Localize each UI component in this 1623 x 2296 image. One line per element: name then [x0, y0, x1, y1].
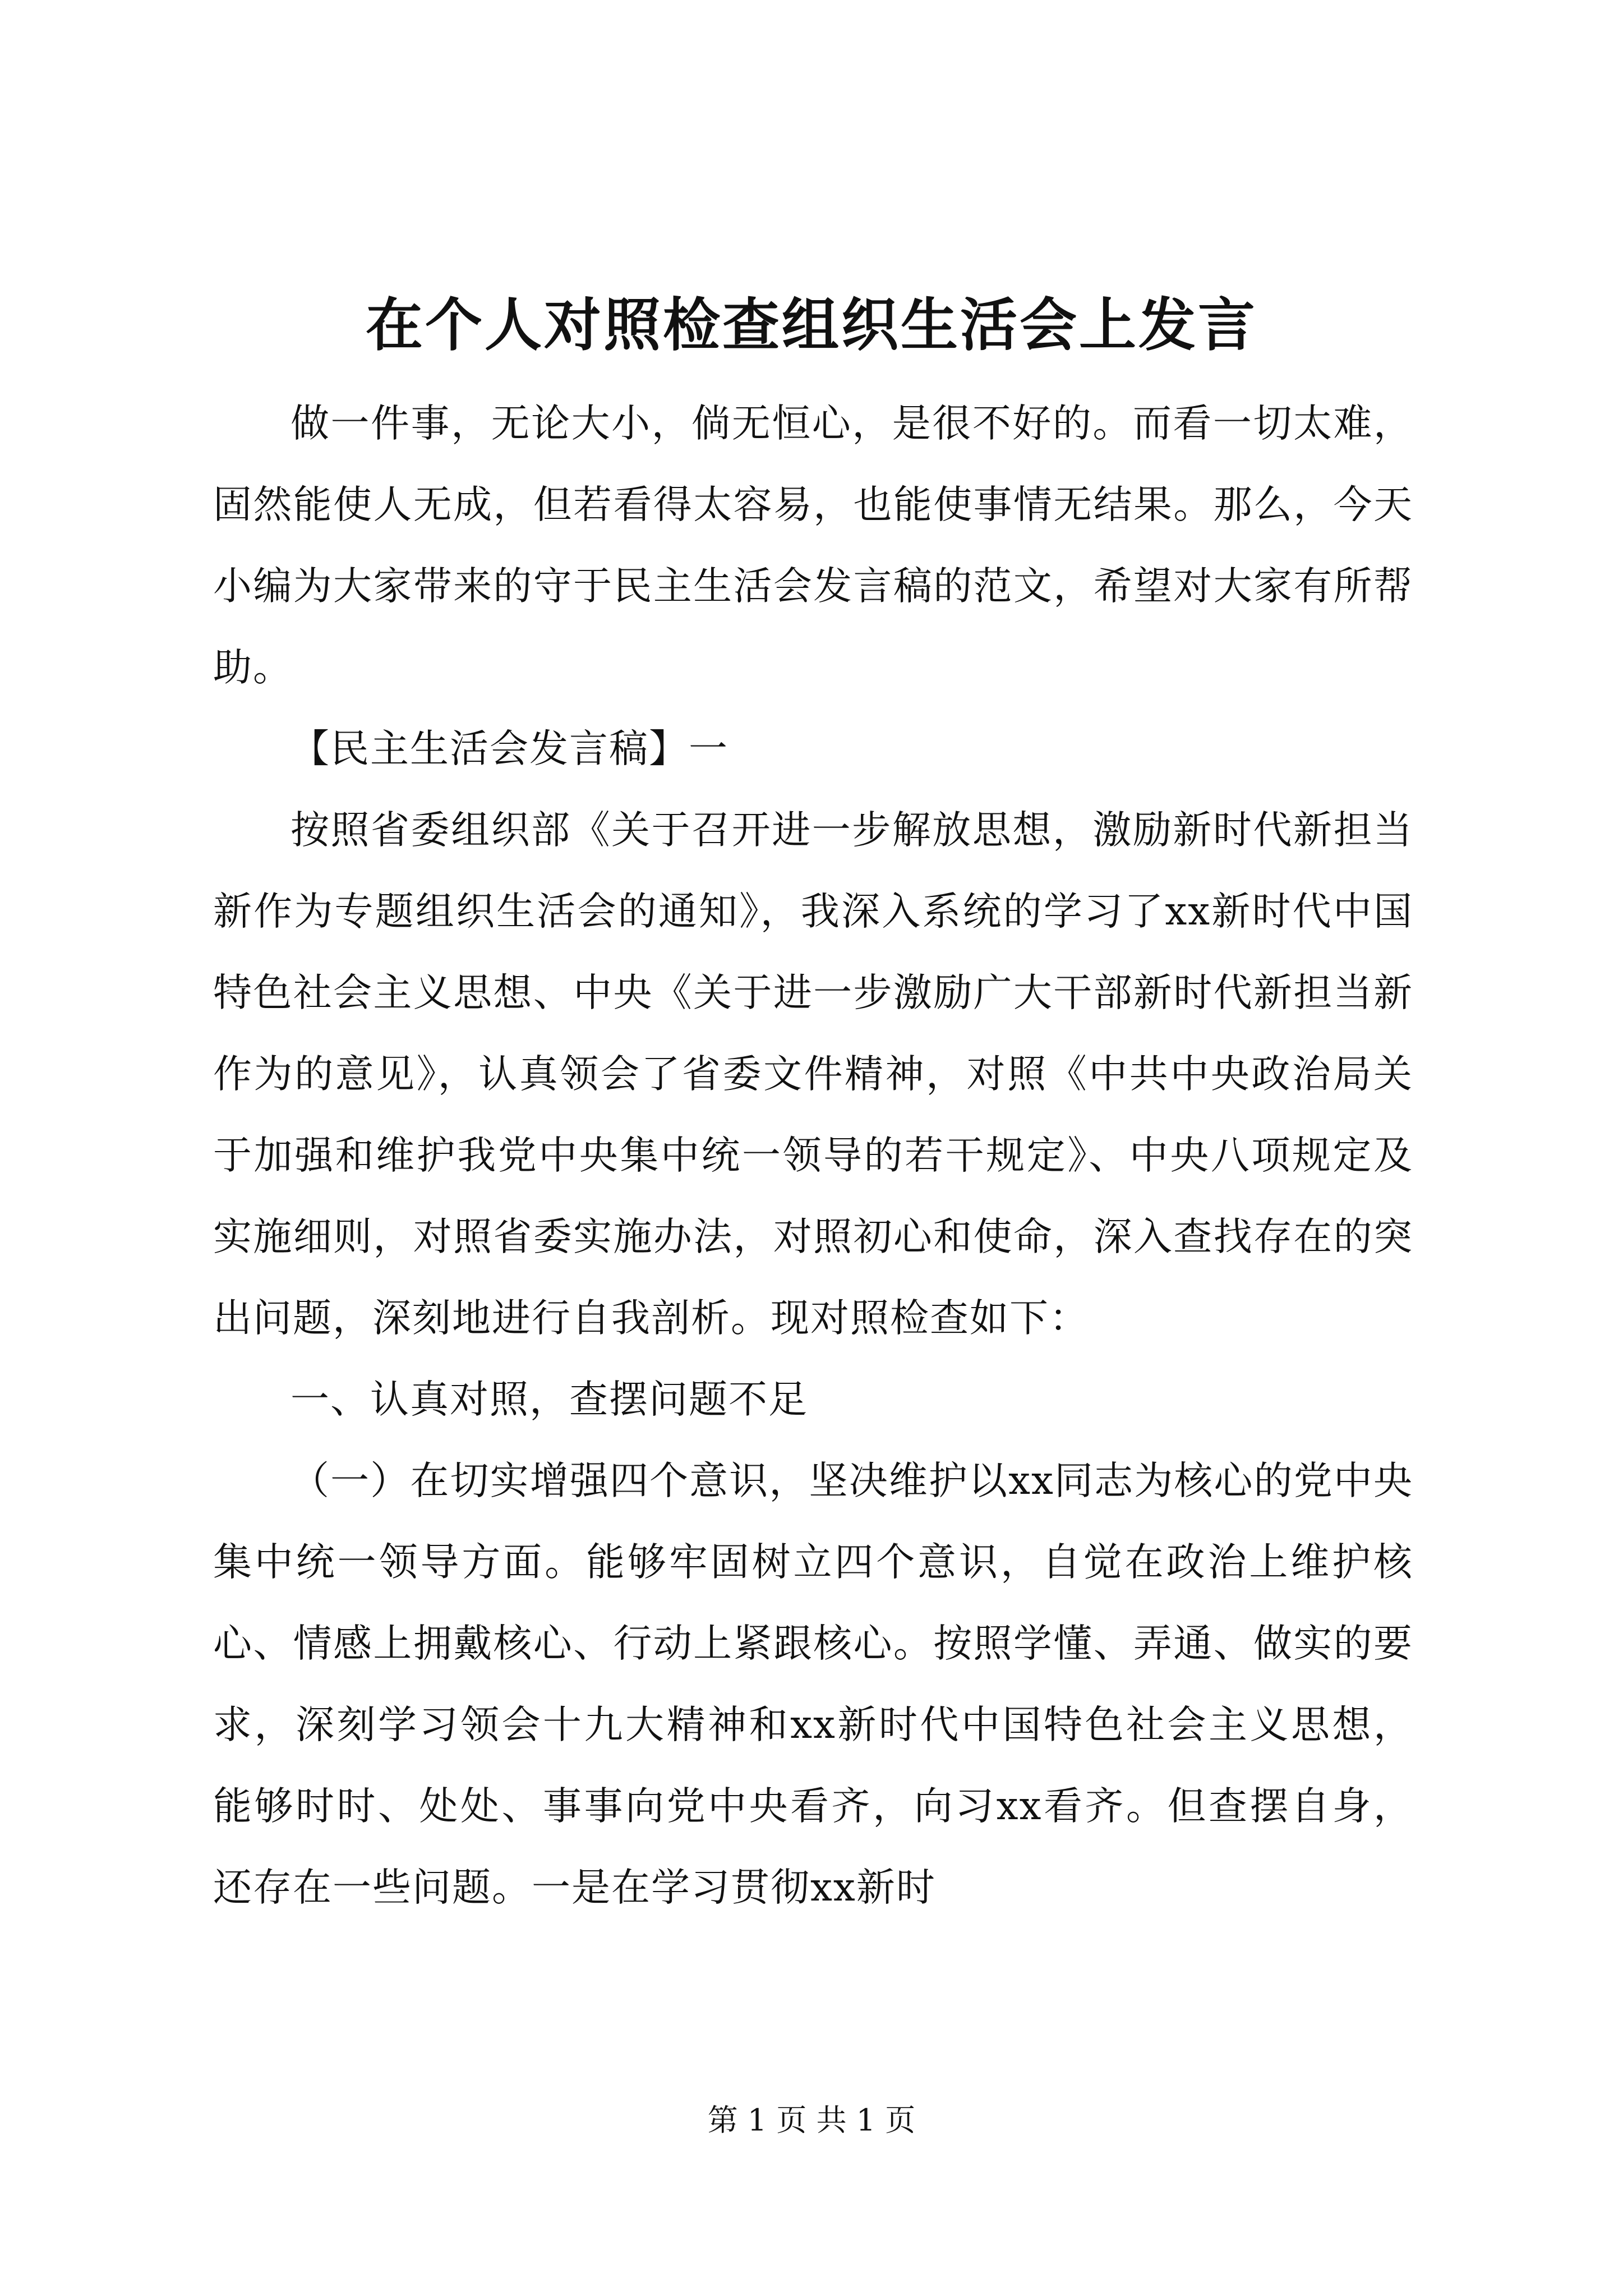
body-paragraph: （一）在切实增强四个意识，坚决维护以xx同志为核心的党中央集中统一领导方面。能够牢固树立四个意识，自觉在政治上维护核心、情感上拥戴核心、行动上紧跟核心。按照学懂、弄通、做实的要求，深刻学习领会十九大精神和xx新时代中国特色社会主义思想，能够时时、处处、事事向党中央看齐，向习xx看齐。但查摆自身，还存在一些问题。一是在学习贯彻xx新时 [213, 1458, 1413, 1910]
intro-paragraph: 做一件事，无论大小，倘无恒心，是很不好的。而看一切太难，固然能使人无成，但若看得太容易，也能使事情无结果。那么，今天小编为大家带来的守于民主生活会发言稿的范文，希望对大家有所帮助。 [213, 401, 1413, 690]
section-heading: 【民主生活会发言稿】一 [291, 726, 728, 771]
body-paragraph: 按照省委组织部《关于召开进一步解放思想，激励新时代新担当新作为专题组织生活会的通知》，我深入系统的学习了xx新时代中国特色社会主义思想、中央《关于进一步激励广大干部新时代新担当新作为的意见》，认真领会了省委文件精神，对照《中共中央政治局关于加强和维护我党中央集中统一领导的若干规定》、中央八项规定及实施细则，对照省委实施办法，对照初心和使命，深入查找存在的突出问题，深刻地进行自我剖析。现对照检查如下： [213, 808, 1413, 1341]
document-body [213, 383, 1413, 1929]
subsection-heading: 一、认真对照，查摆问题不足 [291, 1377, 808, 1422]
document-title: 在个人对照检查组织生活会上发言 [366, 292, 1257, 359]
page-footer: 第 1 页 共 1 页 [707, 2102, 916, 2138]
